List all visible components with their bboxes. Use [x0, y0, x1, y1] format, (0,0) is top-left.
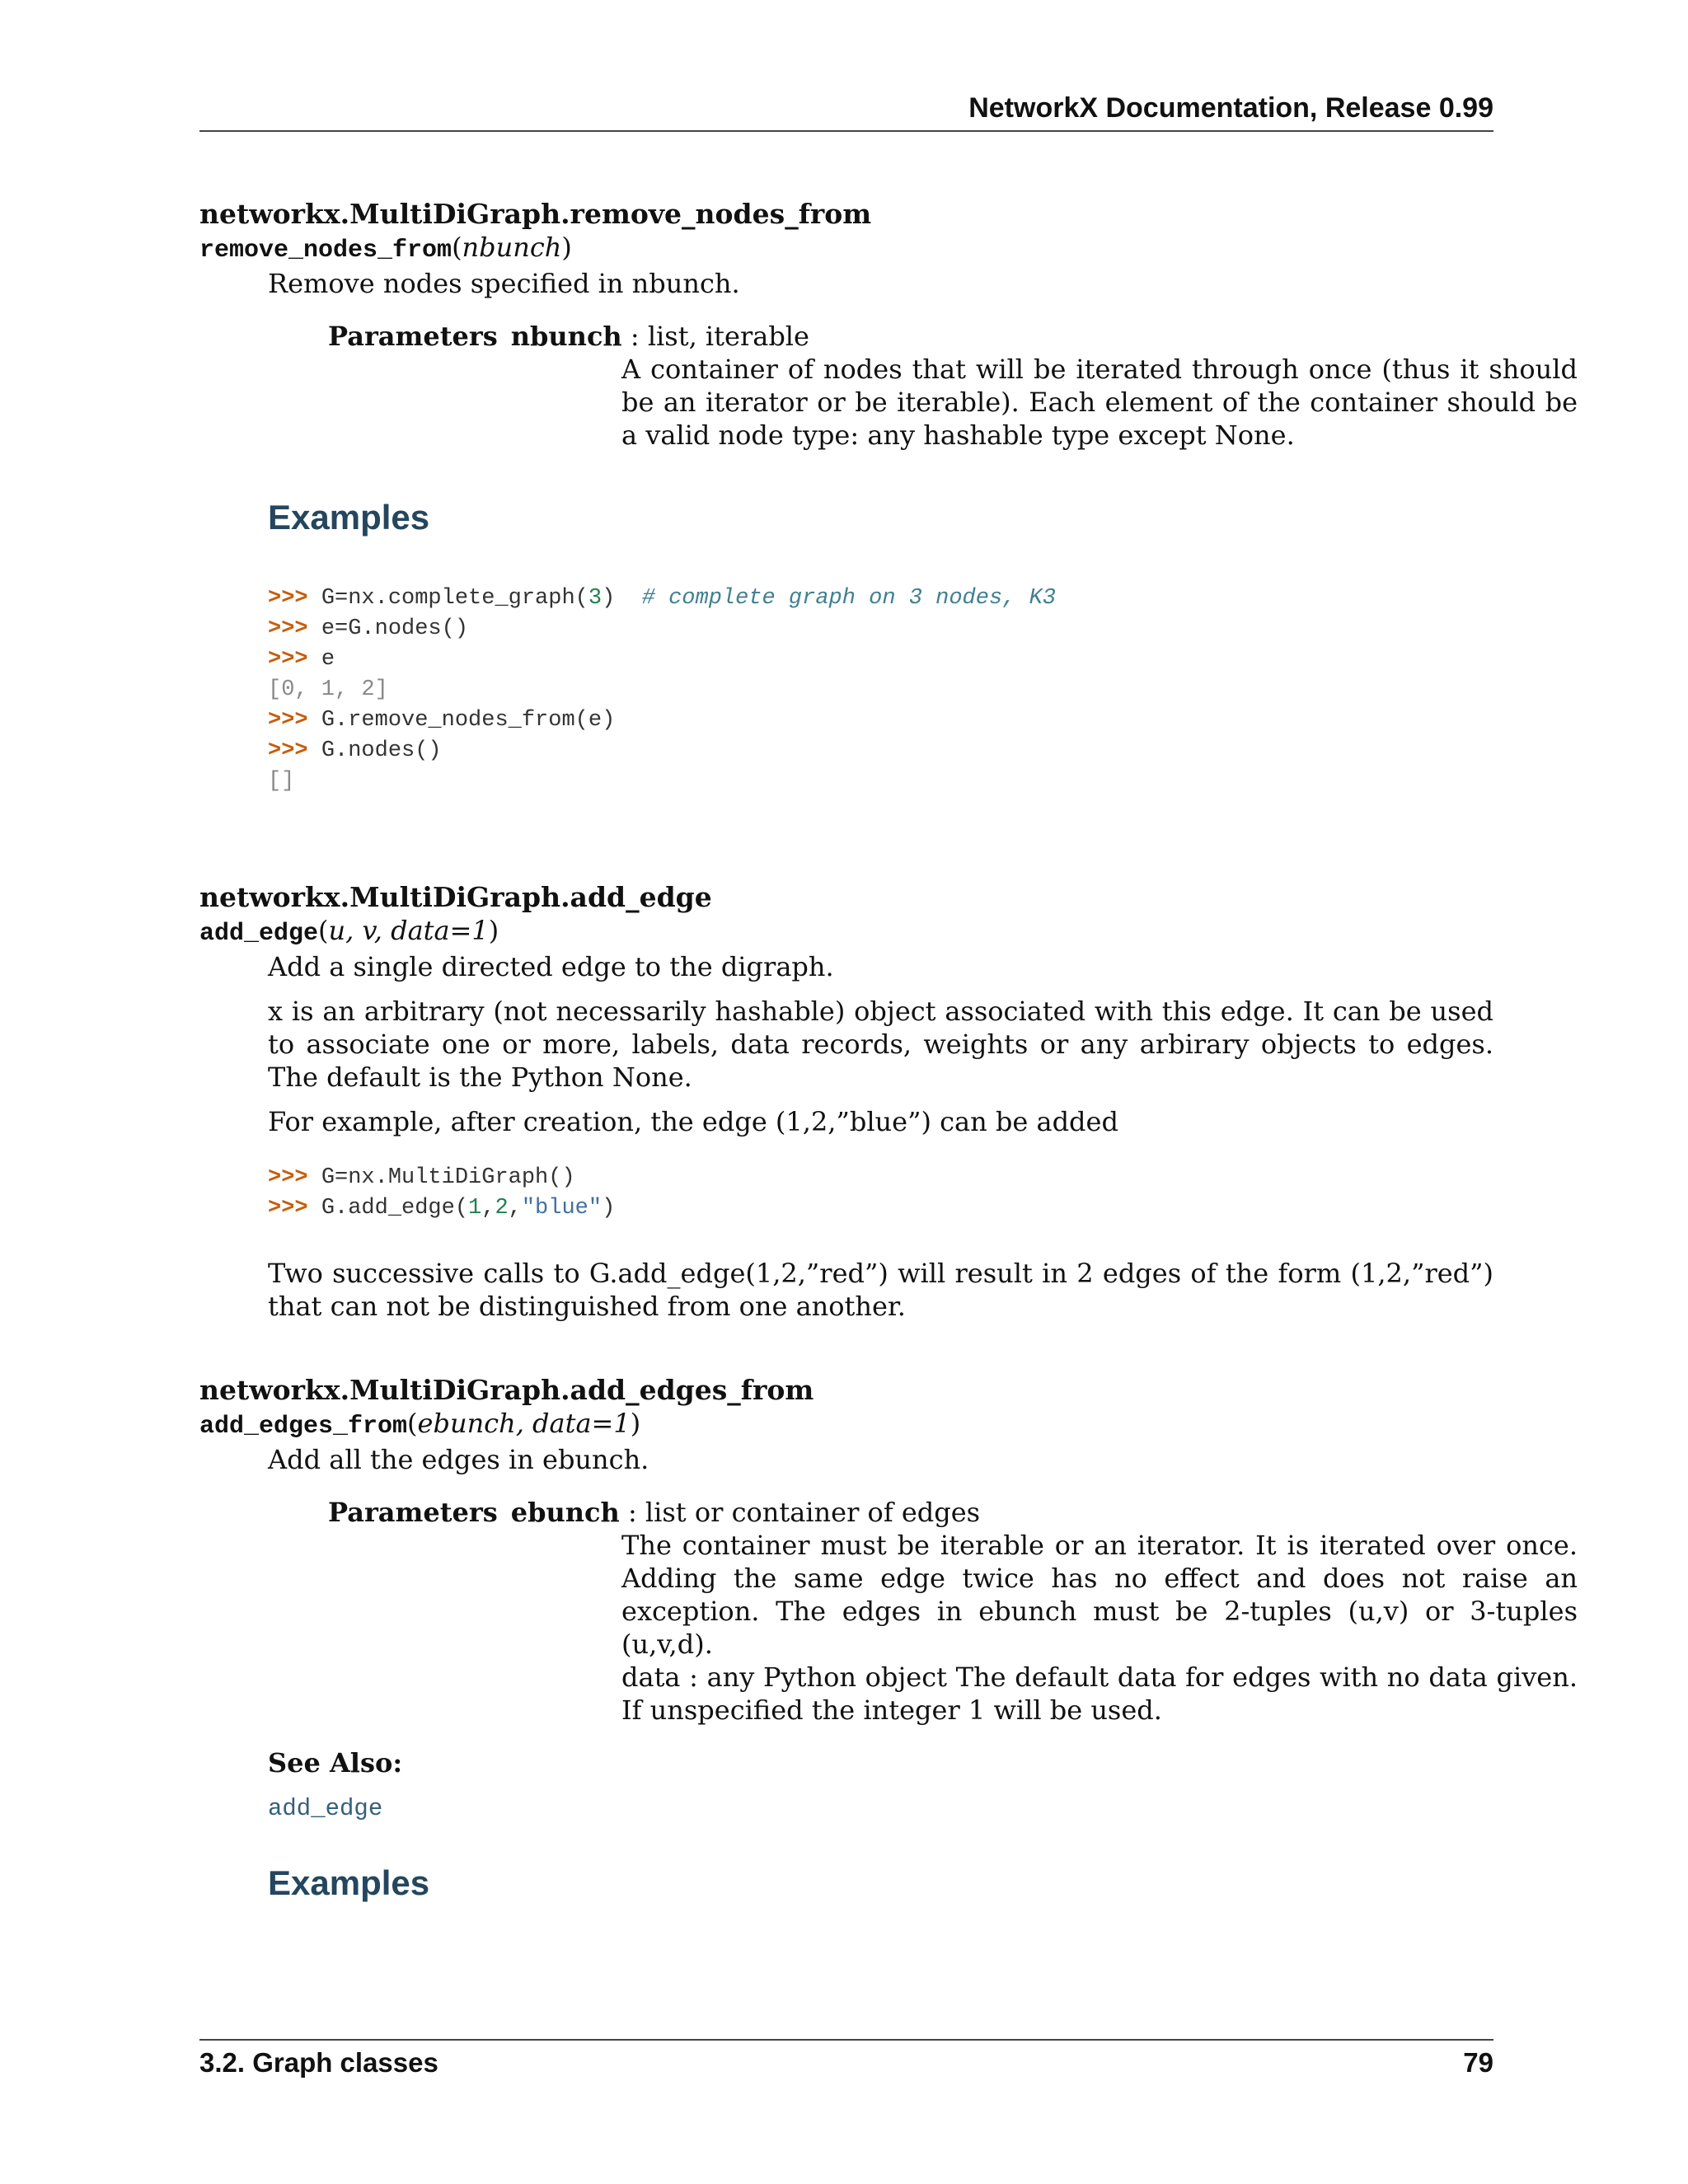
signature-name: add_edge: [199, 920, 319, 948]
page-content: [199, 198, 1578, 1949]
examples-heading: Examples: [268, 498, 430, 537]
footer-rule: [199, 2039, 1493, 2041]
param-name: nbunch: [510, 321, 622, 352]
code-output: []: [268, 769, 295, 794]
see-also-link[interactable]: add_edge: [268, 1795, 383, 1822]
entry-title: networkx.MultiDiGraph.add_edges_from: [199, 1374, 814, 1406]
signature-name: add_edges_from: [199, 1413, 408, 1441]
summary: Add a single directed edge to the digraph.: [268, 951, 834, 982]
code-line: >>> G=nx.MultiDiGraph(): [268, 1165, 575, 1190]
code-line: >>> G.nodes(): [268, 738, 442, 763]
footer-page-number: 79: [1463, 2047, 1493, 2078]
code-output: [0, 1, 2]: [268, 677, 388, 702]
code-line: >>> G=nx.complete_graph(3) # complete graph on 3 nodes, K3: [268, 586, 1056, 611]
parameters-label: Parameters: [328, 1497, 498, 1528]
code-block: [268, 583, 1493, 797]
see-also-title: See Also:: [268, 1747, 403, 1779]
header-rule: [199, 130, 1493, 132]
entry-add-edges-from: [199, 1374, 1578, 1902]
param-description: data : any Python object The default data for edges with no data given. If unspecified the integer 1 will be used.: [621, 1661, 1578, 1726]
entry-remove-nodes-from: [199, 198, 1578, 797]
param-description: A container of nodes that will be iterated through once (thus it should be an iterator or be iterable). Each element of the container should be a valid node type: any hashable type except None.: [621, 354, 1578, 451]
examples-heading: Examples: [268, 1863, 430, 1902]
code-line: >>> e: [268, 647, 335, 672]
paragraph: For example, after creation, the edge (1,2,”blue”) can be added: [268, 1106, 1118, 1137]
footer-section: 3.2. Graph classes: [199, 2047, 438, 2078]
code-line: >>> G.add_edge(1,2,"blue"): [268, 1196, 616, 1221]
parameters-label: Parameters: [328, 321, 498, 352]
document-page: [199, 0, 1578, 2184]
signature: add_edge(u, v, data=1): [199, 915, 499, 948]
signature-params: ebunch, data=1: [417, 1408, 631, 1439]
entry-title: networkx.MultiDiGraph.remove_nodes_from: [199, 198, 872, 230]
entry-title: networkx.MultiDiGraph.add_edge: [199, 881, 712, 913]
param-type: : list or container of edges: [619, 1497, 981, 1528]
signature-params: nbunch: [462, 232, 562, 263]
param-description: The container must be iterable or an iterator. It is iterated over once. Adding the same edge twice has no effect and does not raise an exception. The edges in ebunch must be 2-tuples (u,v) or 3-tuples (u,v,d).: [621, 1530, 1578, 1660]
paragraph: x is an arbitrary (not necessarily hashable) object associated with this edge. It can be used to associate one or more, labels, data records, weights or any arbirary objects to edges. The default is the Python None.: [268, 996, 1493, 1093]
paragraph: Two successive calls to G.add_edge(1,2,”red”) will result in 2 edges of the form (1,2,”red”) that can not be distinguished from one another.: [268, 1258, 1493, 1322]
entry-add-edge: [199, 881, 1493, 1323]
param-type: : list, iterable: [621, 321, 809, 352]
signature-name: remove_nodes_from: [199, 237, 452, 265]
summary: Add all the edges in ebunch.: [268, 1444, 649, 1475]
code-line: >>> G.remove_nodes_from(e): [268, 708, 616, 733]
signature: remove_nodes_from(nbunch): [199, 232, 572, 265]
code-line: >>> e=G.nodes(): [268, 616, 469, 641]
signature-params: u, v, data=1: [328, 915, 489, 946]
param-name: ebunch: [510, 1497, 620, 1528]
running-header: NetworkX Documentation, Release 0.99: [968, 92, 1493, 124]
parameters-block: [328, 1496, 1493, 1529]
signature: add_edges_from(ebunch, data=1): [199, 1408, 641, 1441]
parameters-block: [328, 320, 1493, 353]
code-block: [268, 1163, 1493, 1224]
summary: Remove nodes specified in nbunch.: [268, 268, 740, 299]
